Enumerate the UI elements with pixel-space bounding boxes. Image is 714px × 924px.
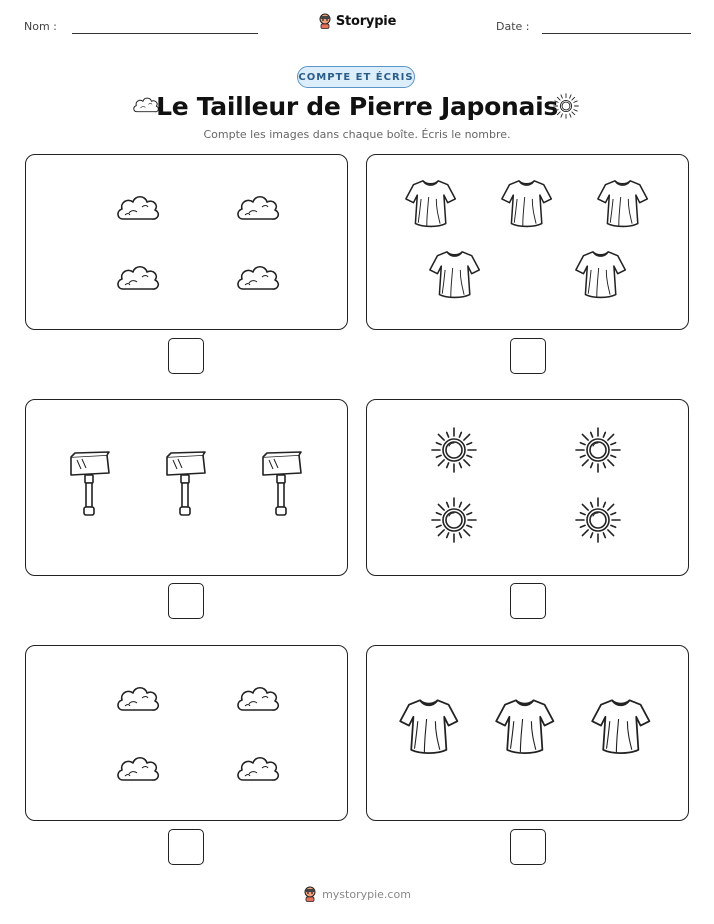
robe-icon	[494, 697, 556, 760]
answer-box-1[interactable]	[168, 338, 204, 374]
cloud-icon	[235, 261, 281, 299]
cloud-icon	[235, 682, 281, 720]
answer-box-2[interactable]	[510, 338, 546, 374]
date-label: Date :	[496, 20, 530, 33]
answer-box-3[interactable]	[168, 583, 204, 619]
name-field[interactable]	[72, 33, 258, 34]
footer	[0, 886, 714, 902]
answer-box-6[interactable]	[510, 829, 546, 865]
cloud-icon	[115, 682, 161, 720]
cloud-icon	[115, 261, 161, 299]
answer-box-4[interactable]	[510, 583, 546, 619]
robe-icon	[404, 178, 457, 233]
storypie-mascot-icon	[303, 886, 317, 902]
sun-icon	[574, 496, 622, 548]
brand-logo	[0, 13, 714, 29]
date-field[interactable]	[542, 33, 691, 34]
sun-icon	[574, 426, 622, 478]
exercise-panel-5	[25, 645, 348, 821]
name-label: Nom :	[24, 20, 57, 33]
sun-icon	[554, 94, 579, 119]
robe-icon	[500, 178, 553, 233]
cloud-icon	[235, 752, 281, 790]
cloud-icon	[115, 752, 161, 790]
robe-icon	[574, 249, 627, 304]
hammer-icon	[259, 451, 303, 521]
brand-name: Storypie	[335, 13, 397, 29]
activity-badge: COMPTE ET ÉCRIS	[297, 66, 415, 88]
sun-icon	[430, 426, 478, 478]
answer-box-5[interactable]	[168, 829, 204, 865]
robe-icon	[398, 697, 460, 760]
page-title: Le Tailleur de Pierre Japonais	[156, 92, 558, 121]
title-sun-icon	[552, 92, 580, 124]
robe-icon	[590, 697, 652, 760]
cloud-icon	[115, 191, 161, 229]
instruction-text: Compte les images dans chaque boîte. Écris le nombre.	[203, 128, 511, 141]
hammer-icon	[163, 451, 207, 521]
hammer-icon	[67, 451, 111, 521]
footer-site: mystorypie.com	[322, 887, 411, 901]
robe-icon	[428, 249, 481, 304]
sun-icon	[430, 496, 478, 548]
robe-icon	[596, 178, 649, 233]
exercise-panel-1	[25, 154, 348, 330]
exercise-panel-4	[366, 399, 689, 576]
cloud-icon	[235, 191, 281, 229]
storypie-mascot-icon	[318, 13, 332, 29]
